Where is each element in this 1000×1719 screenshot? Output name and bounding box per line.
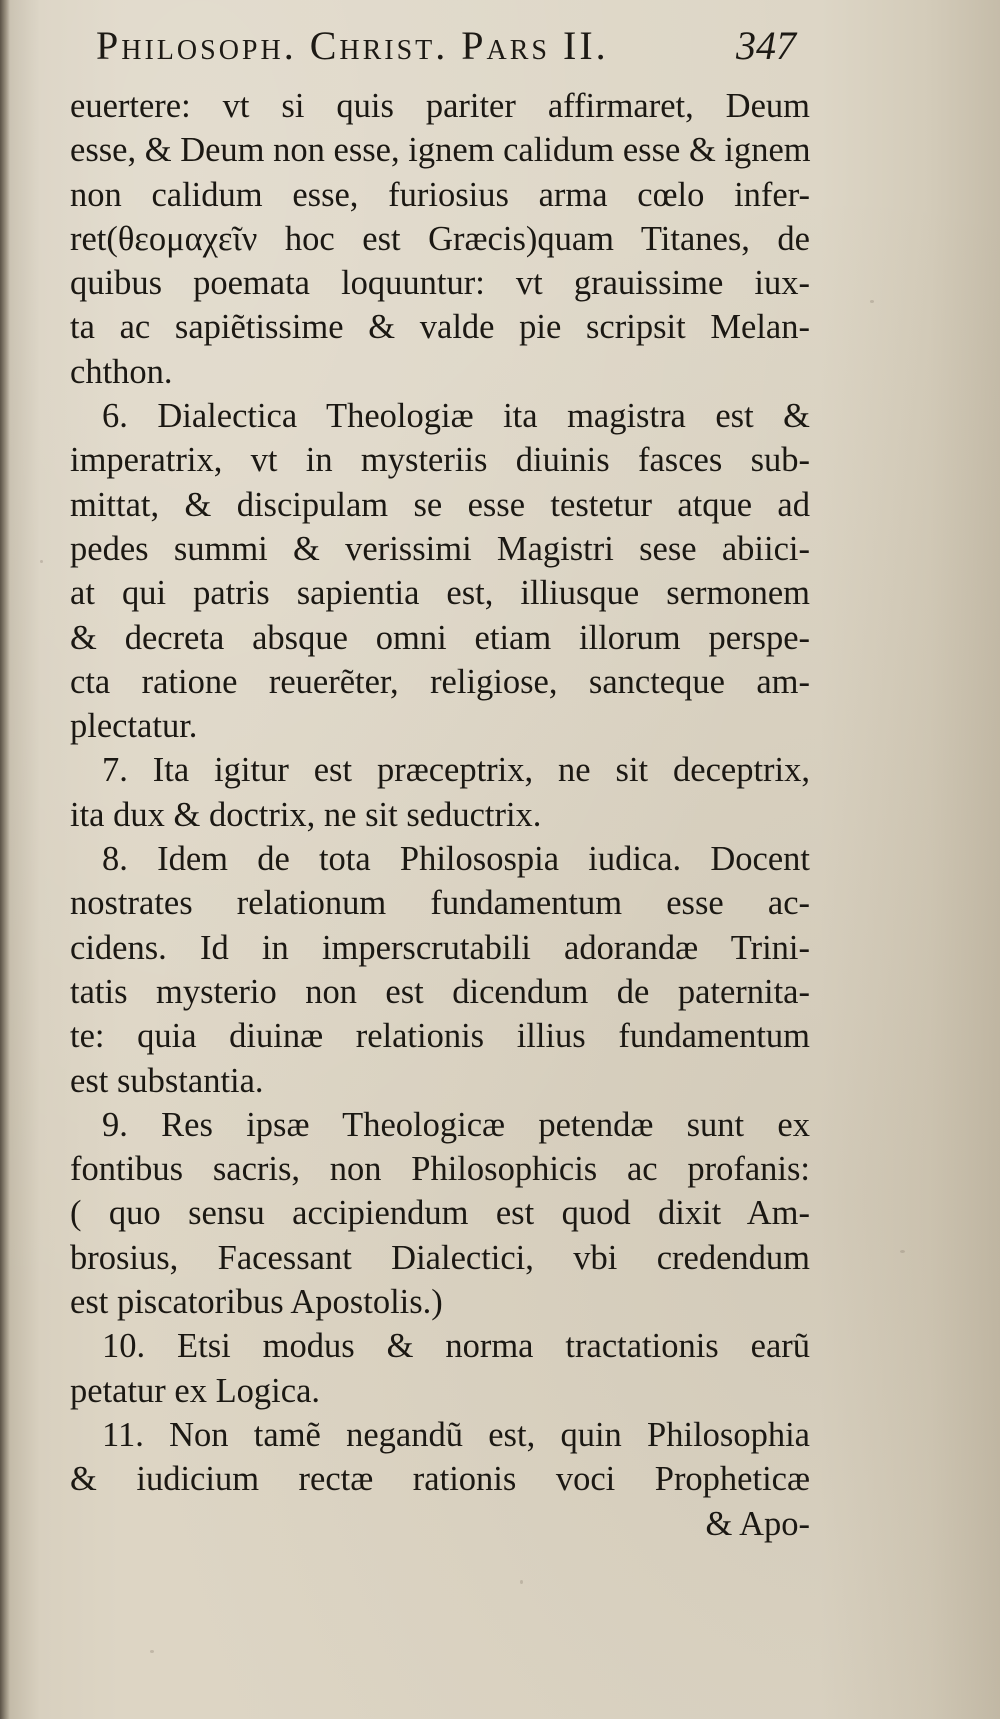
text-line: non calidum esse, furiosius arma cœlo infer- [70, 175, 810, 214]
text-line: ita dux & doctrix, ne sit seductrix. [70, 795, 542, 834]
catchword: & Apo- [705, 1504, 810, 1543]
text-line: fontibus sacris, non Philosophicis ac profanis: [70, 1150, 810, 1189]
page-header [96, 22, 796, 76]
text-line: quibus poemata loquuntur: vt grauissime iux- [70, 264, 810, 303]
text-line: plectatur. [70, 707, 198, 746]
text-line: pedes summi & verissimi Magistri sese abiici- [70, 529, 810, 568]
text-line: ta ac sapiẽtissime & valde pie scripsit Melan- [70, 308, 810, 347]
text-line: & iudicium rectæ rationis voci Propheticæ [70, 1460, 810, 1499]
text-line: ret(θεομαχεῖν hoc est Græcis)quam Titanes, de [70, 219, 810, 258]
text-line: cta ratione reuerẽter, religiose, sancteque am- [70, 662, 810, 701]
text-line: 9. Res ipsæ Theologicæ petendæ sunt ex [102, 1105, 810, 1144]
text-line: & decreta absque omni etiam illorum perspe- [70, 618, 810, 657]
text-line: 7. Ita igitur est præceptrix, ne sit deceptrix, [102, 751, 810, 790]
text-line: 11. Non tamẽ negandũ est, quin Philosophia [102, 1415, 810, 1454]
text-line: petatur ex Logica. [70, 1371, 321, 1410]
paper-speck [40, 560, 43, 563]
text-line: mittat, & discipulam se esse testetur atque ad [70, 485, 810, 524]
text-line: cidens. Id in imperscrutabili adorandæ Trini- [70, 928, 810, 967]
paper-speck [150, 1650, 154, 1653]
text-line: brosius, Facessant Dialectici, vbi credendum [70, 1238, 810, 1277]
text-line: at qui patris sapientia est, illiusque sermonem [70, 574, 810, 613]
paper-speck [520, 1580, 523, 1584]
text-line: imperatrix, vt in mysteriis diuinis fasces sub- [70, 441, 810, 480]
text-line: esse, & Deum non esse, ignem calidum esse & ignem [70, 131, 811, 170]
text-line: 8. Idem de tota Philosospia iudica. Docent [102, 840, 810, 879]
text-line: tatis mysterio non est dicendum de paternita- [70, 972, 810, 1011]
text-line: te: quia diuinæ relationis illius fundamentum [70, 1017, 810, 1056]
text-line: euertere: vt si quis pariter affirmaret, Deum [70, 87, 810, 125]
text-line: est piscatoribus Apostolis.) [70, 1283, 443, 1322]
paper-speck [900, 1250, 905, 1253]
text-line: nostrates relationum fundamentum esse ac- [70, 884, 810, 923]
body-text [70, 84, 810, 1546]
page-gutter-shadow [0, 0, 10, 1719]
page-number: 347 [736, 23, 796, 68]
text-line: 10. Etsi modus & norma tractationis earũ [102, 1327, 810, 1366]
paper-speck [870, 300, 874, 303]
text-line: ( quo sensu accipiendum est quod dixit Am- [70, 1194, 810, 1233]
text-line: est substantia. [70, 1061, 264, 1100]
text-line: 6. Dialectica Theologiæ ita magistra est & [102, 397, 810, 436]
text-line: chthon. [70, 352, 173, 391]
running-title: Philosoph. Christ. Pars II. [96, 23, 609, 68]
